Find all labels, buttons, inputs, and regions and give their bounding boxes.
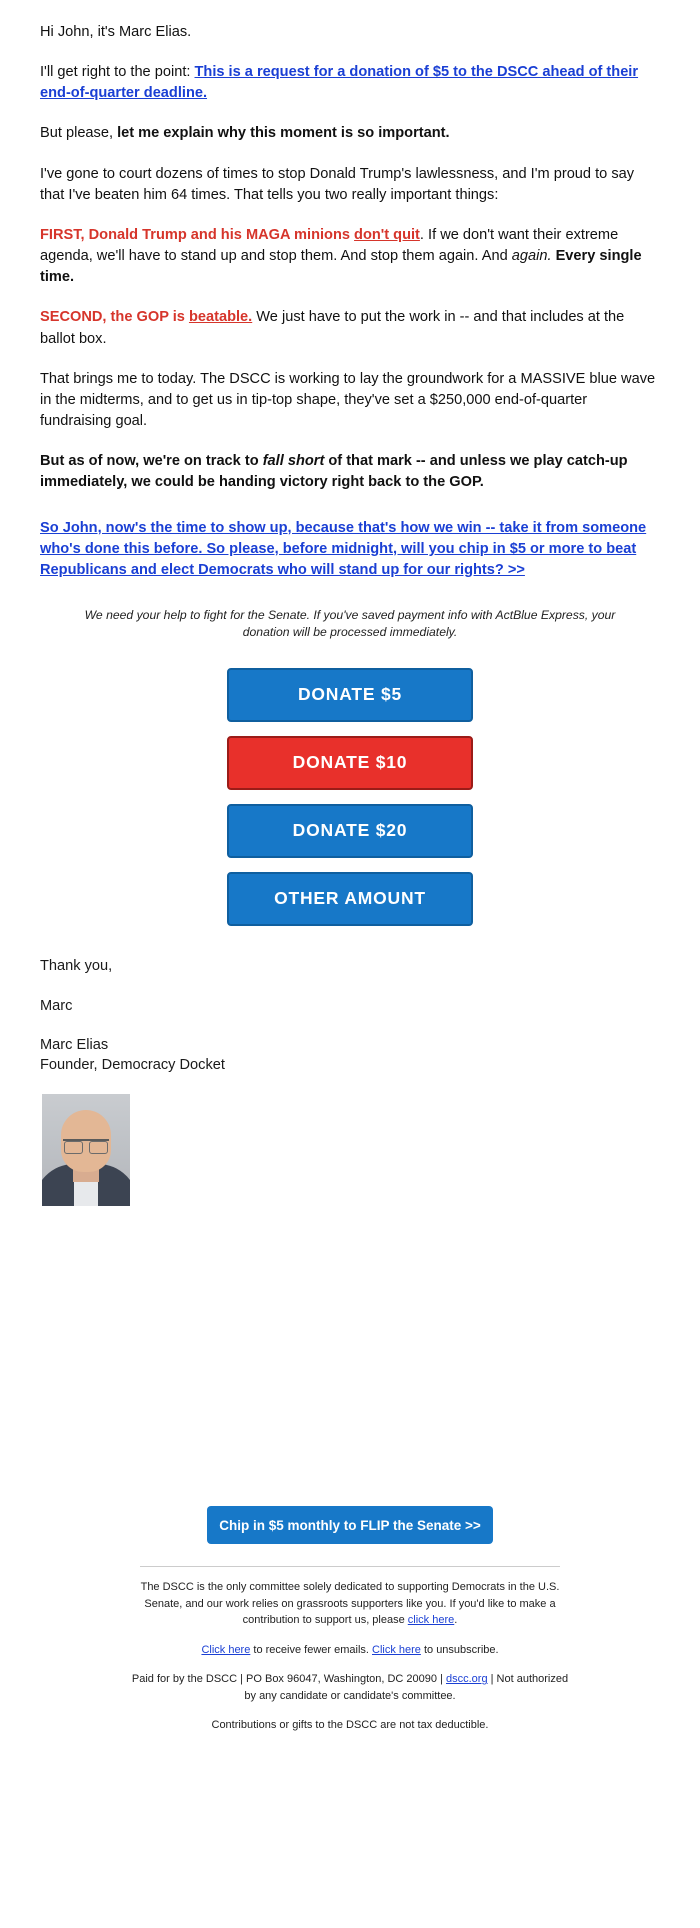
footer-contribute-link[interactable]: click here (407, 1614, 455, 1627)
cta-paragraph (40, 518, 660, 581)
shortfall-rest: of that mark -- and unless we play catch-up immediately, we could be handing victory right back to the GOP. (40, 453, 628, 491)
second-point-paragraph (40, 307, 660, 349)
first-point-underline: don't quit (354, 226, 420, 243)
footer-divider (140, 1566, 560, 1567)
signature-first-name: Marc (40, 997, 73, 1014)
vertical-spacer (40, 1206, 660, 1506)
unsubscribe-text: to unsubscribe. (420, 1643, 499, 1656)
glasses-icon (63, 1139, 109, 1152)
intro-prefix: I'll get right to the point: (40, 64, 195, 81)
footer-paid-for-text (130, 1671, 570, 1704)
paid-for-prefix: Paid for by the DSCC | PO Box 96047, Washington, DC 20090 | (131, 1673, 446, 1686)
shortfall-italic: fall short (262, 453, 325, 470)
footer-tax-notice: Contributions or gifts to the DSCC are not tax deductible. (211, 1719, 489, 1732)
footer-cta-row (40, 1506, 660, 1544)
signature-name-block (40, 1036, 660, 1075)
court-record-text: I've gone to court dozens of times to stop Donald Trump's lawlessness, and I'm proud to say that I've beaten him 64 times. That tells you two really important things: (40, 165, 635, 203)
other-amount-button[interactable]: OTHER AMOUNT (227, 872, 473, 926)
footer-about-text (130, 1579, 570, 1629)
fewer-emails-text: to receive fewer emails. (250, 1643, 372, 1656)
shortfall-paragraph (40, 451, 660, 493)
donation-buttons (40, 668, 660, 926)
but-please-prefix: But please, (40, 125, 118, 142)
signature-title: Founder, Democracy Docket (40, 1056, 225, 1073)
primary-cta-link[interactable]: So John, now's the time to show up, because that's how we win -- take it from someone who's done this before. So please, before midnight, will you chip in $5 or more to beat Republicans and elect Democrats who will stand up for our rights? >> (40, 519, 647, 578)
shortfall-prefix: But as of now, we're on track to (40, 453, 263, 470)
greeting-paragraph (40, 22, 660, 43)
first-point-italic: again. (511, 248, 552, 265)
second-point-rest: We just have to put the work in -- and that includes at the ballot box. (40, 309, 625, 347)
intro-paragraph (40, 62, 660, 104)
second-point-underline: beatable. (188, 309, 253, 326)
but-please-paragraph (40, 123, 660, 144)
footer-email-preferences (130, 1642, 570, 1659)
unsubscribe-link[interactable]: Click here (372, 1643, 421, 1656)
footer-about-suffix: . (454, 1614, 458, 1627)
first-point-label: FIRST, Donald Trump and his MAGA minions (40, 226, 355, 243)
groundwork-paragraph (40, 369, 660, 432)
first-point-bold-end: Every single time. (40, 248, 642, 286)
email-copy (40, 22, 660, 581)
court-record-paragraph (40, 164, 660, 206)
groundwork-text: That brings me to today. The DSCC is working to lay the groundwork for a MASSIVE blue wave in the midterms, and to get us in tip-top shape, they've set a $250,000 end-of-quarter fundraising goal. (40, 370, 656, 430)
first-point-rest: . If we don't want their extreme agenda, we'll have to stand up and stop them. And stop them again. And (40, 226, 619, 265)
dscc-website-link[interactable]: dscc.org (446, 1673, 488, 1686)
signature-full-name: Marc Elias (40, 1036, 109, 1053)
signature-block (40, 956, 660, 1076)
donate-10-button[interactable]: DONATE $10 (227, 736, 473, 790)
second-point-label: SECOND, the GOP is (40, 309, 189, 326)
donate-20-button[interactable]: DONATE $20 (227, 804, 473, 858)
paid-for-suffix: | Not authorized by any candidate or candidate's committee. (244, 1673, 569, 1702)
fewer-emails-link[interactable]: Click here (201, 1643, 251, 1656)
first-point-paragraph (40, 225, 660, 288)
thank-you-text: Thank you, (40, 957, 113, 974)
marc-elias-portrait (42, 1094, 130, 1206)
donation-request-link[interactable]: This is a request for a donation of $5 to the DSCC ahead of their end-of-quarter deadline. (40, 64, 639, 102)
footer-about-prefix: The DSCC is the only committee solely dedicated to supporting Democrats in the U.S. Senate, and our work relies on grassroots supporters like you. If you'd like to make a contribution to support us, please (140, 1581, 560, 1627)
greeting-text: Hi John, it's Marc Elias. (40, 24, 192, 40)
actblue-disclaimer: We need your help to fight for the Senate. If you've saved payment info with ActBlue Express, your donation will be processed immediately. (84, 607, 616, 640)
donate-5-button[interactable]: DONATE $5 (227, 668, 473, 722)
monthly-chip-in-button[interactable]: Chip in $5 monthly to FLIP the Senate >> (207, 1506, 493, 1544)
but-please-bold: let me explain why this moment is so important. (117, 125, 450, 142)
